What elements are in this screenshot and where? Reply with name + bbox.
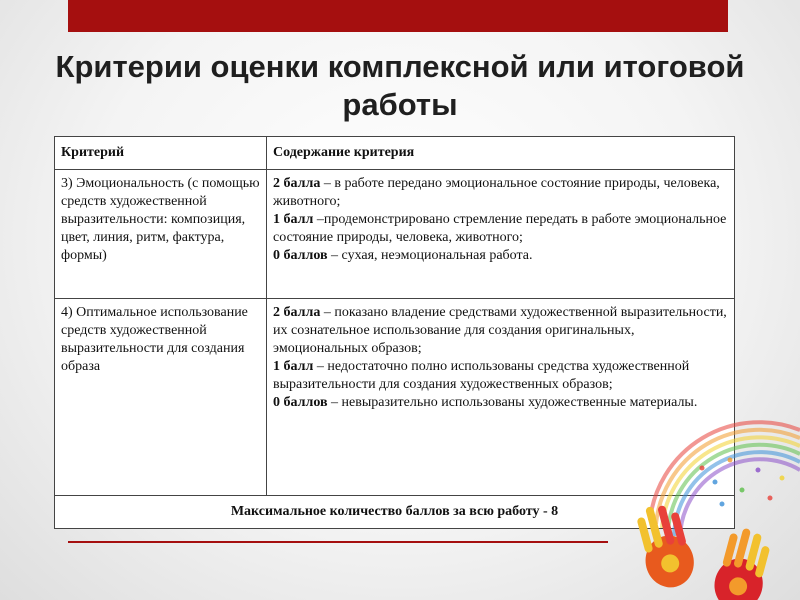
score-label: 0 баллов	[273, 248, 328, 263]
criterion-cell: 4) Оптимальное использование средств художественной выразительности для создания образа	[55, 299, 267, 496]
total-score-cell: Максимальное количество баллов за всю работу - 8	[55, 496, 735, 529]
score-description: – сухая, неэмоциональная работа.	[327, 248, 533, 263]
page-title: Критерии оценки комплексной или итоговой работы	[55, 49, 745, 122]
score-label: 1 балл	[273, 359, 314, 374]
score-label: 2 балла	[273, 305, 321, 320]
bottom-accent-rule	[68, 541, 608, 543]
header-content: Содержание критерия	[267, 137, 735, 170]
score-label: 1 балл	[273, 212, 314, 227]
content-cell	[267, 170, 735, 299]
score-description: – невыразительно использованы художественные материалы.	[327, 395, 698, 410]
score-description: – показано владение средствами художественной выразительности, их сознательное использование для создания оригинальных, эмоциональных образов;	[273, 305, 727, 356]
score-label: 2 балла	[273, 176, 321, 191]
header-criterion: Критерий	[55, 137, 267, 170]
score-level	[273, 175, 728, 211]
score-description: – в работе передано эмоциональное состояние природы, человека, животного;	[273, 176, 720, 209]
score-label: 0 баллов	[273, 395, 328, 410]
painted-hands-rainbow-illustration	[590, 400, 800, 600]
score-level	[273, 304, 728, 358]
score-description: –продемонстрировано стремление передать в работе эмоциональное состояние природы, человека, животного;	[273, 212, 727, 245]
criterion-cell: 3) Эмоциональность (с помощью средств художественной выразительности: композиция, цвет, линия, ритм, фактура, формы)	[55, 170, 267, 299]
score-level	[273, 358, 728, 394]
table-header-row	[55, 137, 735, 170]
table-row	[55, 170, 735, 299]
score-level	[273, 247, 728, 265]
score-description: – недостаточно полно использованы средства художественной выразительности для создания художественных образов;	[273, 359, 690, 392]
top-accent-bar	[68, 0, 728, 32]
score-level	[273, 211, 728, 247]
